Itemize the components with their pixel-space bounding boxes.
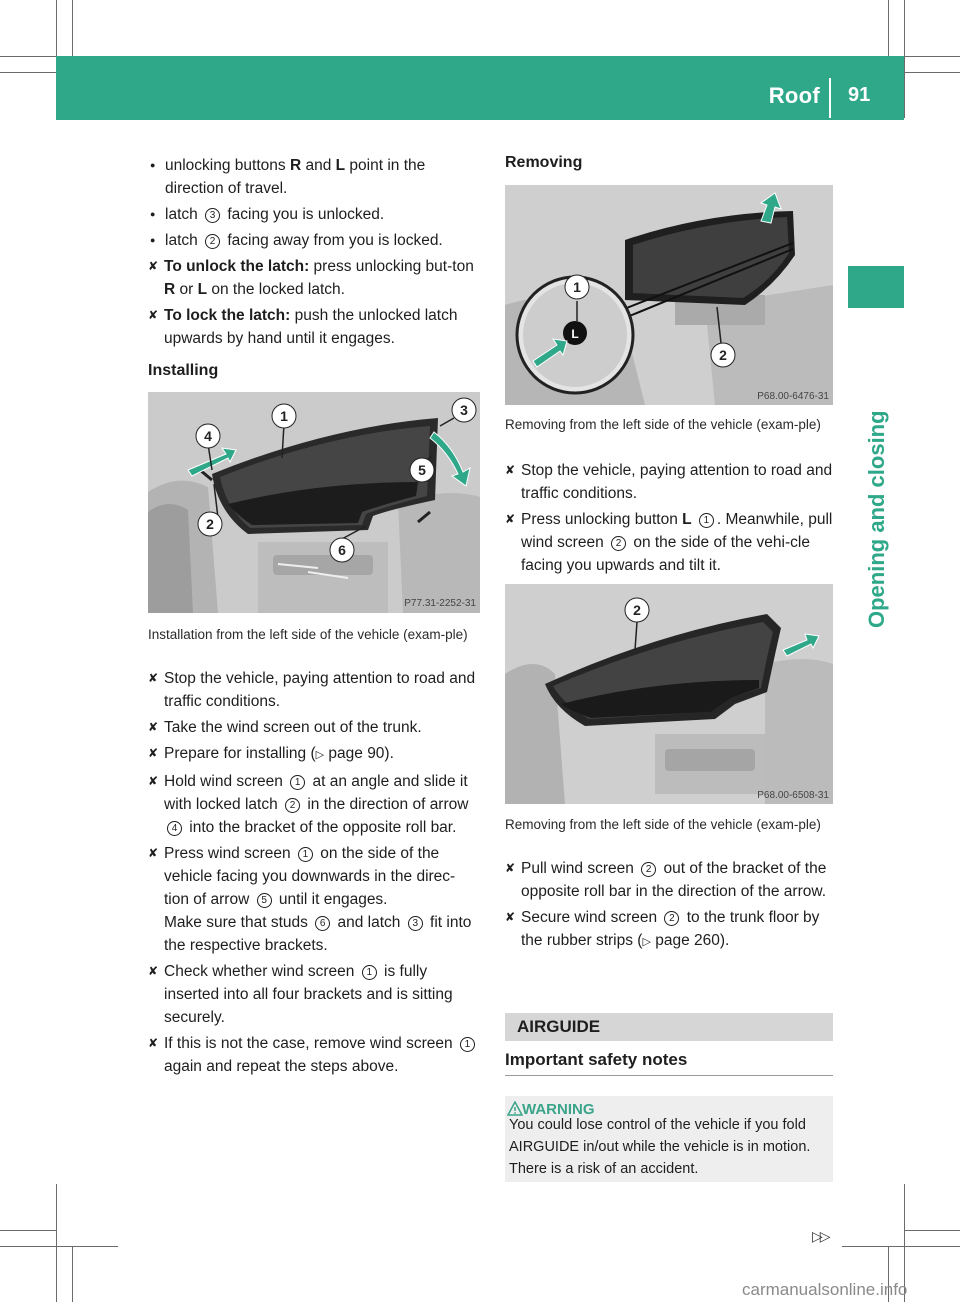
bold-run: L [197, 281, 208, 298]
removing-heading: Removing [505, 154, 583, 171]
crop-mark [0, 1246, 118, 1247]
text-run: Press wind screen [164, 845, 295, 862]
text-run: on the side of the vehi-cle facing you upwards and tilt it. [521, 534, 810, 574]
continue-icon: ▷▷ [812, 1228, 828, 1244]
removing-figure-2 [505, 584, 833, 804]
step-arrow-icon: ✘ [505, 861, 516, 875]
step-arrow-icon: ✘ [148, 308, 159, 322]
bold-run: L [335, 157, 346, 174]
text-run: is fully inserted into all four brackets and is sitting securely. [164, 963, 453, 1026]
bold-run: R [289, 157, 302, 174]
page-number: 91 [848, 84, 871, 106]
callout-number: 1 [460, 1037, 475, 1052]
svg-text:2: 2 [206, 516, 214, 532]
svg-text:6: 6 [338, 542, 346, 558]
step-item [148, 716, 480, 739]
text-run: unlocking buttons [165, 157, 290, 174]
step-item [148, 1032, 480, 1078]
text-run: and [301, 157, 336, 174]
step-item [148, 742, 480, 767]
text-run: If this is not the case, remove wind screen [164, 1035, 457, 1052]
figure-code: P68.00-6476-31 [757, 391, 829, 402]
text-run: facing away from you is locked. [223, 232, 443, 249]
text-run: . Meanwhile, pull wind screen [521, 511, 833, 551]
step-item [505, 857, 835, 903]
bullet-item [148, 203, 480, 226]
callout-number: 2 [285, 798, 300, 813]
text-run: on the side of the vehicle facing you downwards in the direc-tion of arrow [164, 845, 456, 908]
removing-illustration-2 [505, 584, 833, 804]
callout-number: 4 [167, 821, 182, 836]
text-run [692, 511, 696, 528]
removing-caption-1: Removing from the left side of the vehicle (exam-ple) [505, 417, 821, 432]
crop-mark [0, 1230, 56, 1231]
bullet-item [148, 229, 480, 252]
text-run: or [175, 281, 198, 298]
callout-number: 3 [205, 208, 220, 223]
callout-number: 2 [641, 862, 656, 877]
removing-figure-1 [505, 185, 833, 405]
removing-step-list-2 [505, 857, 835, 957]
text-run: at an angle and slide it with locked latch [164, 773, 468, 813]
crop-mark [888, 0, 889, 56]
svg-text:1: 1 [573, 279, 581, 295]
removing-illustration-1 [505, 185, 833, 405]
step-item [505, 508, 835, 577]
removing-caption-2: Removing from the left side of the vehicle (exam-ple) [505, 817, 821, 832]
installing-heading: Installing [148, 362, 219, 379]
svg-text:1: 1 [280, 408, 288, 424]
step-item [148, 842, 480, 957]
text-run: in the direction of arrow [303, 796, 469, 813]
text-run: Pull wind screen [521, 860, 639, 877]
text-run: push the unlocked latch upwards by hand until it engages. [164, 307, 458, 347]
installation-figure [148, 392, 480, 613]
latch-step-list [148, 255, 480, 350]
removing-step-list-1 [505, 459, 835, 580]
installation-step-list [148, 667, 480, 1081]
bold-run: To unlock the latch: [164, 258, 310, 275]
watermark: carmanualsonline.info [742, 1280, 908, 1299]
step-arrow-icon: ✘ [148, 746, 159, 760]
section-header-box [505, 1013, 833, 1041]
svg-text:4: 4 [204, 428, 212, 444]
text-run: facing you is unlocked. [223, 206, 385, 223]
step-arrow-icon: ✘ [505, 512, 516, 526]
svg-text:2: 2 [633, 602, 641, 618]
text-run: Take the wind screen out of the trunk. [164, 719, 422, 736]
step-arrow-icon: ✘ [148, 1036, 159, 1050]
text-run: on the locked latch. [207, 281, 345, 298]
crop-mark [0, 72, 56, 73]
text-run: out of the bracket of the opposite roll bar in the direction of the arrow. [521, 860, 827, 900]
text-run: Prepare for installing ( [164, 745, 316, 762]
text-run: Stop the vehicle, paying attention to road and traffic conditions. [164, 670, 476, 710]
page-ref-icon: ▷ [315, 749, 325, 761]
figure-code: P77.31-2252-31 [404, 598, 476, 609]
callout-number: 2 [664, 911, 679, 926]
installation-illustration [148, 392, 480, 613]
step-arrow-icon: ✘ [148, 846, 159, 860]
step-item [148, 667, 480, 713]
text-run: Secure wind screen [521, 909, 662, 926]
latch-bullet-list [148, 154, 480, 252]
bullet-icon: ● [150, 160, 156, 170]
text-run: latch [165, 206, 203, 223]
crop-mark [904, 0, 905, 118]
figure-code: P68.00-6508-31 [757, 790, 829, 801]
header-divider [829, 78, 831, 118]
step-arrow-icon: ✘ [505, 910, 516, 924]
text-run: point in the direction of travel. [165, 157, 426, 197]
callout-number: 1 [290, 775, 305, 790]
crop-mark [904, 72, 960, 73]
svg-text:2: 2 [719, 347, 727, 363]
crop-mark [56, 1184, 57, 1302]
warning-text: You could lose control of the vehicle if you fold AIRGUIDE in/out while the vehicle is in motion. There is a risk of an accident. [509, 1117, 811, 1177]
step-item [505, 459, 835, 505]
callout-number: 2 [611, 536, 626, 551]
step-arrow-icon: ✘ [505, 463, 516, 477]
crop-mark [72, 1246, 73, 1302]
text-run: press unlocking but-ton [309, 258, 474, 275]
svg-text:L: L [571, 327, 579, 341]
svg-text:5: 5 [418, 462, 426, 478]
step-arrow-icon: ✘ [148, 964, 159, 978]
text-run: until it engages. [274, 891, 388, 908]
step-arrow-icon: ✘ [148, 774, 159, 788]
text-run: latch [165, 232, 203, 249]
text-run: Press unlocking button [521, 511, 683, 528]
crop-mark [72, 0, 73, 56]
callout-number: 1 [699, 513, 714, 528]
step-item [148, 255, 480, 301]
text-run: again and repeat the steps above. [164, 1058, 399, 1075]
svg-text:3: 3 [460, 402, 468, 418]
text-run: fit into the respective brackets. [164, 914, 472, 954]
callout-number: 1 [362, 965, 377, 980]
chapter-label-text: Opening and closing [864, 410, 889, 628]
bold-run: L [682, 511, 692, 528]
text-run: Check whether wind screen [164, 963, 359, 980]
step-item [148, 960, 480, 1029]
page-ref-icon: ▷ [642, 936, 651, 948]
subsection-title: Important safety notes [505, 1050, 688, 1069]
chapter-tab [848, 266, 904, 308]
chapter-label [848, 318, 904, 638]
bullet-icon: ● [150, 235, 156, 245]
callout-number: 6 [315, 916, 330, 931]
callout-number: 1 [298, 847, 313, 862]
step-item [148, 304, 480, 350]
step-item [505, 906, 835, 954]
crop-mark [842, 1246, 960, 1247]
text-run: Hold wind screen [164, 773, 288, 790]
warning-title: WARNING [522, 1101, 595, 1118]
step-item [148, 770, 480, 839]
bullet-item [148, 154, 480, 200]
text-run: page 90). [324, 745, 394, 762]
step-arrow-icon: ✘ [148, 259, 159, 273]
callout-number: 5 [257, 893, 272, 908]
text-run: and latch [333, 914, 405, 931]
left-intro [148, 154, 480, 353]
text-run: Stop the vehicle, paying attention to road and traffic conditions. [521, 462, 833, 502]
bold-run: R [164, 281, 176, 298]
subsection-rule [505, 1075, 833, 1076]
text-run: Make sure that studs [164, 914, 313, 931]
page-title: Roof [768, 83, 820, 108]
callout-number: 2 [205, 234, 220, 249]
bullet-icon: ● [150, 209, 156, 219]
step-arrow-icon: ✘ [148, 671, 159, 685]
text-run: into the bracket of the opposite roll bar. [185, 819, 457, 836]
crop-mark [904, 1230, 960, 1231]
bold-run: To lock the latch: [164, 307, 291, 324]
step-arrow-icon: ✘ [148, 720, 159, 734]
installation-caption: Installation from the left side of the vehicle (exam-ple) [148, 627, 468, 642]
text-run: to the trunk floor by the rubber strips ( [521, 909, 820, 949]
section-title: AIRGUIDE [517, 1017, 601, 1036]
text-run: page 260). [650, 932, 730, 949]
callout-number: 3 [408, 916, 423, 931]
